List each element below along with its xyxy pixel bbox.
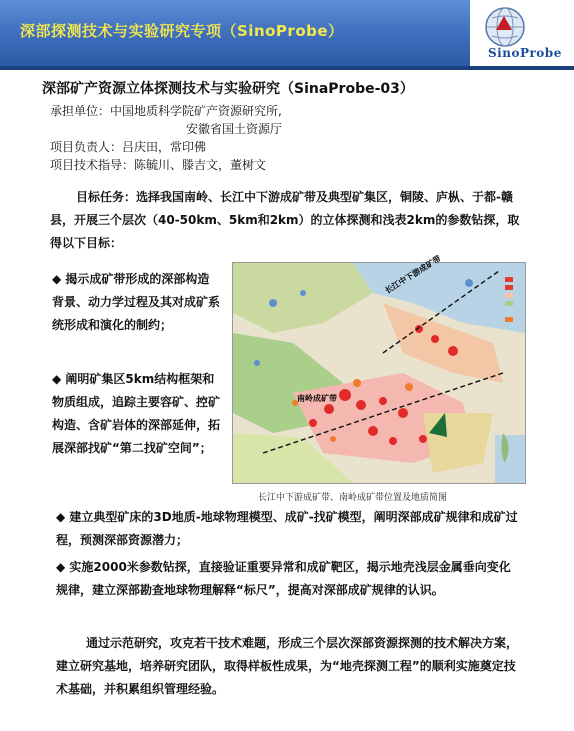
map-caption: 长江中下游成矿带、南岭成矿带位置及地质简图 (258, 493, 448, 503)
bullet-3d-model: ◆ 建立典型矿床的3D地质-地球物理模型、成矿-找矿模型，阐明深部成矿规律和成矿过程，预测深部资源潜力； (56, 510, 518, 547)
header-divider (0, 66, 574, 70)
header-banner (0, 0, 574, 66)
bullet-tectonic-background: ◆ 揭示成矿带形成的深部构造背景、动力学过程及其对成矿系统形成和演化的制约； (52, 272, 221, 332)
project-title: 深部矿产资源立体探测技术与实验研究（SinaProbe-03） (42, 81, 414, 97)
goal-paragraph: 目标任务：选择我国南岭、长江中下游成矿带及典型矿集区，铜陵、庐枞、于都-赣县，开展三个层次（40-50km、5km和2km）的立体探测和浅表2km的参数钻探，取得以下目标： (50, 190, 520, 250)
label-yangtze-belt: 长江中下游成矿带 (383, 253, 443, 296)
globe-icon (484, 6, 526, 48)
host-unit-line-1: 承担单位：中国地质科学院矿产资源研究所, (50, 104, 282, 118)
bullet-ore-district-structure: ◆ 阐明矿集区5km结构框架和物质组成，追踪主要容矿、控矿构造、含矿岩体的深部延伸，拓展深部找矿“第二找矿空间”； (52, 372, 221, 455)
sinoprobe-logo (470, 0, 574, 66)
project-advisor: 项目技术指导：陈毓川、滕吉文，董树文 (50, 158, 267, 172)
closing-paragraph: 通过示范研究，攻克若干技术难题，形成三个层次深部资源探测的技术解决方案，建立研究基地，培养研究团队，取得样板性成果，为“地壳探测工程”的顺利实施奠定技术基础，并积累组织管理经验。 (56, 636, 519, 696)
geological-map (232, 253, 526, 484)
label-nanling-belt: 南岭成矿带 (297, 394, 337, 403)
logo-text: SinoProbe (488, 46, 562, 60)
header-title: 深部探测技术与实验研究专项（SinoProbe） (20, 22, 344, 40)
project-leader: 项目负责人：吕庆田，常印佛 (50, 140, 207, 154)
geological-map-image (233, 263, 525, 483)
bullet-drilling: ◆ 实施2000米参数钻探，直接验证重要异常和成矿靶区，揭示地壳浅层金属垂向变化规律，建立深部勘查地球物理解释“标尺”，提高对深部成矿规律的认识。 (56, 560, 511, 597)
host-unit-line-2: 安徽省国土资源厅 (186, 122, 283, 136)
